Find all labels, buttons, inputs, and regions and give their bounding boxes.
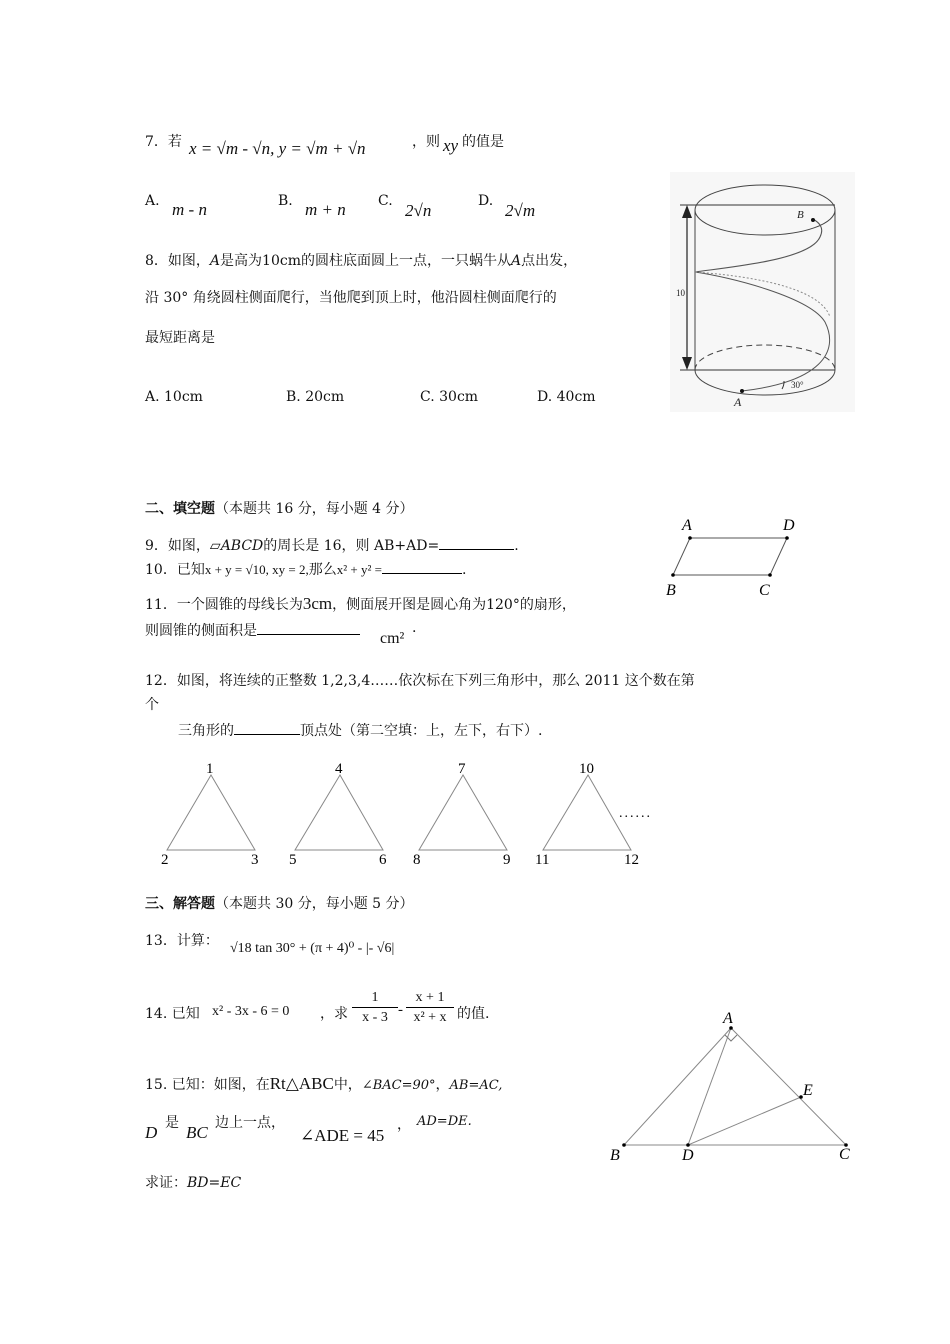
- q7-option-c-label: C.: [378, 193, 393, 209]
- q12-line2: 个: [145, 697, 159, 713]
- q15-line1: 15. 已知：如图，在Rt△ABC中，∠BAC=90°，AB=AC,: [145, 1074, 503, 1093]
- triangle-point-b: B: [610, 1147, 620, 1160]
- triangle-4-left: 11: [535, 852, 550, 868]
- q15-bc: BC: [186, 1123, 208, 1142]
- q15-angle: ∠ADE = 45: [300, 1126, 385, 1145]
- triangle-point-e: E: [803, 1082, 813, 1099]
- triangle-1: [161, 761, 259, 868]
- triangle-2-right: 6: [379, 852, 387, 868]
- triangle-3: [413, 761, 511, 868]
- q10-text: 10．已知x + y = √10, xy = 2,那么x² + y² = .: [145, 559, 466, 579]
- q7-option-a: m - n: [172, 200, 207, 219]
- q8-line3: 最短距离是: [145, 330, 215, 346]
- q7-number: 7．若: [145, 134, 182, 150]
- q7-xy: xy: [443, 136, 459, 155]
- q15-bian: 边上一点，: [215, 1115, 285, 1131]
- q7-option-b: m + n: [305, 200, 346, 219]
- triangle-4-top: 10: [579, 761, 594, 777]
- cylinder-point-b: B: [797, 209, 804, 221]
- q11-unit: cm²: [380, 630, 405, 647]
- section2-heading: 二、填空题（本题共 16 分，每小题 4 分）: [145, 501, 414, 517]
- q7-option-a-label: A.: [145, 193, 160, 209]
- triangles-ellipsis: ......: [619, 806, 652, 821]
- q7-option-b-label: B.: [278, 193, 293, 209]
- parallelogram-a: A: [682, 517, 692, 534]
- cylinder-point-a: A: [734, 395, 742, 409]
- section3-heading: 三、解答题（本题共 30 分，每小题 5 分）: [145, 896, 414, 912]
- q14-minus: -: [398, 1002, 403, 1018]
- q14-fraction2: x + 1 x² + x: [406, 990, 454, 1026]
- cylinder-height-label: 10: [676, 288, 685, 298]
- triangle-2-top: 4: [335, 761, 343, 777]
- triangle-2: [289, 761, 387, 868]
- q15-prove: 求证：BD=EC: [145, 1175, 242, 1191]
- q7-stem: [145, 131, 182, 151]
- q7-option-d-label: D.: [478, 193, 494, 209]
- right-triangle-figure: [600, 1005, 870, 1160]
- q8-option-a: A. 10cm: [145, 389, 203, 405]
- triangle-2-left: 5: [289, 852, 297, 868]
- q9-text: 9．如图，▱ABCD的周长是 16，则 AB+AD= .: [145, 535, 519, 555]
- q12-line3: 三角形的 顶点处（第二空填：上，左下，右下）.: [178, 720, 542, 740]
- parallelogram-figure: [660, 512, 810, 602]
- triangle-3-top: 7: [458, 761, 466, 777]
- triangles-figure: [155, 755, 685, 870]
- q14-mid: ，求: [320, 1006, 348, 1022]
- q15-cond3: AD=DE.: [417, 1114, 472, 1129]
- q14-end: 的值.: [457, 1006, 490, 1022]
- parallelogram-d: D: [783, 517, 795, 534]
- q8-line1: 8．如图，A是高为10cm的圆柱底面圆上一点，一只蜗牛从A点出发，: [145, 253, 578, 269]
- triangle-point-a: A: [723, 1010, 733, 1027]
- q7-tail: 的值是: [462, 134, 504, 150]
- q13-expression: √18 tan 30° + (π + 4)⁰ - |- √6|: [230, 941, 395, 956]
- parallelogram-b: B: [666, 582, 676, 599]
- triangle-1-top: 1: [206, 761, 214, 777]
- triangle-point-c: C: [839, 1146, 850, 1160]
- cylinder-angle-label: 30°: [791, 380, 804, 390]
- q11-line2: 则圆锥的侧面积是: [145, 620, 360, 640]
- q14-fraction1: 1 x - 3: [352, 990, 398, 1026]
- cylinder-figure: [670, 172, 855, 412]
- q14-equation: x² - 3x - 6 = 0: [212, 1004, 290, 1019]
- q8-option-b: B. 20cm: [286, 389, 345, 405]
- q7-option-c: 2√n: [405, 201, 432, 220]
- q11-line1: 11．一个圆锥的母线长为3cm，侧面展开图是圆心角为120°的扇形，: [145, 594, 576, 613]
- triangle-1-left: 2: [161, 852, 169, 868]
- q12-line1: 12．如图，将连续的正整数 1,2,3,4……依次标在下列三角形中，那么 2011 这个数在第: [145, 673, 695, 689]
- parallelogram-c: C: [759, 582, 770, 599]
- q7-expression: x = √m - √n, y = √m + √n: [189, 139, 366, 158]
- triangle-1-right: 3: [251, 852, 259, 868]
- q15-comma2: ，: [397, 1117, 411, 1133]
- triangle-point-d: D: [682, 1147, 694, 1160]
- q15-shi: 是: [165, 1115, 179, 1131]
- q15-point-d: D: [145, 1123, 158, 1142]
- q8-option-c: C. 30cm: [420, 389, 479, 405]
- q13-label: 13．计算：: [145, 933, 219, 949]
- q7-then: ，则: [412, 134, 440, 150]
- triangle-3-left: 8: [413, 852, 421, 868]
- q8-option-d: D. 40cm: [537, 389, 596, 405]
- q14-label: 14. 已知: [145, 1006, 200, 1022]
- triangle-3-right: 9: [503, 852, 511, 868]
- q11-end: .: [412, 620, 417, 636]
- triangle-4-right: 12: [624, 852, 639, 868]
- q8-line2: 沿 30° 角绕圆柱侧面爬行，当他爬到顶上时，他沿圆柱侧面爬行的: [145, 290, 557, 306]
- q7-option-d: 2√m: [505, 201, 536, 220]
